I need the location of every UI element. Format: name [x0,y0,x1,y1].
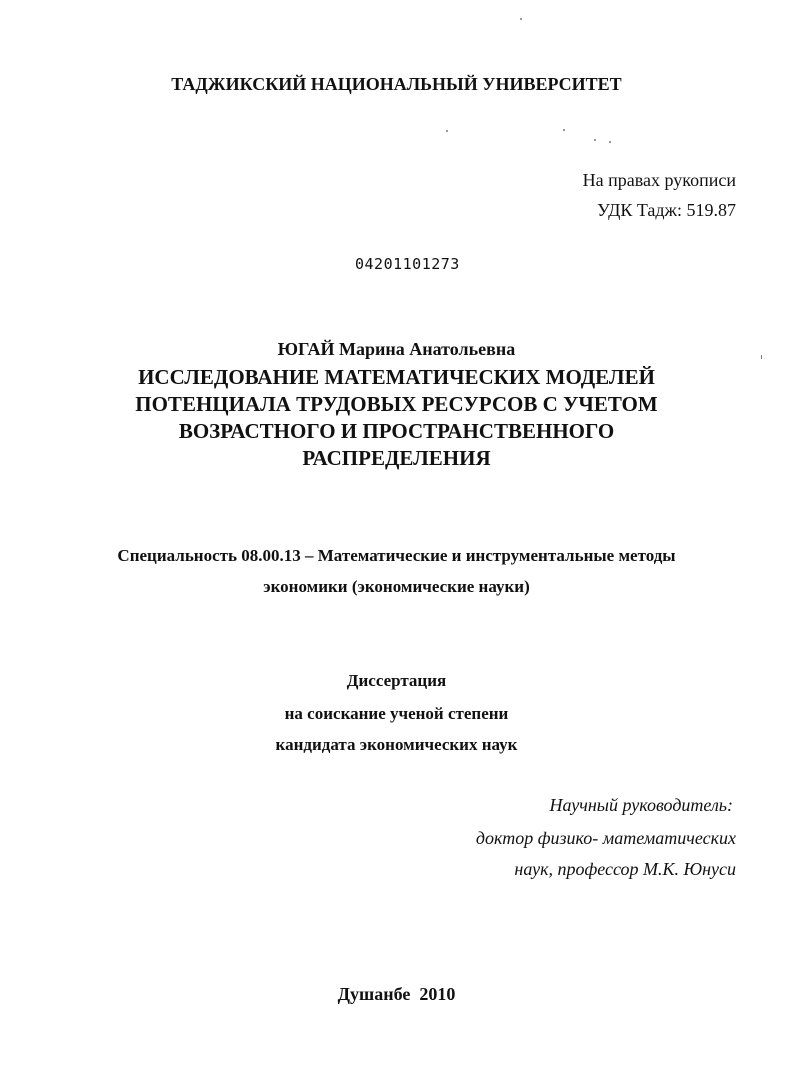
supervisor-line: доктор физико- математических [475,828,736,848]
author-name: ЮГАЙ Марина Анатольевна [277,339,516,359]
title-line: ПОТЕНЦИАЛА ТРУДОВЫХ РЕСУРСОВ С УЧЕТОМ [135,392,658,416]
supervisor-line: наук, профессор М.К. Юнуси [514,859,736,879]
degree-line: на соискание ученой степени [284,704,509,723]
supervisor-line: Научный руководитель: [549,795,733,815]
specialty-line: Специальность 08.00.13 – Математические и инструментальные методы [117,546,676,565]
university-name: ТАДЖИКСКИЙ НАЦИОНАЛЬНЫЙ УНИВЕРСИТЕТ [171,74,622,94]
title-line: РАСПРЕДЕЛЕНИЯ [302,446,491,470]
registration-number: 04201101273 [355,255,460,273]
scan-speck [594,139,596,141]
manuscript-rights-line: На правах рукописи [582,170,736,190]
title-line: ИССЛЕДОВАНИЕ МАТЕМАТИЧЕСКИХ МОДЕЛЕЙ [138,365,655,389]
degree-line: кандидата экономических наук [275,735,518,754]
scan-speck [446,130,448,132]
scan-speck [563,129,565,131]
dissertation-title [0,364,793,472]
scan-speck [609,141,611,143]
specialty-line: экономики (экономические науки) [263,577,530,596]
degree-line: Диссертация [346,671,447,690]
udc-code: УДК Тадж: 519.87 [597,200,736,220]
title-line: ВОЗРАСТНОГО И ПРОСТРАНСТВЕННОГО [178,419,615,443]
city-year: Душанбе 2010 [337,984,456,1004]
scan-speck [520,18,522,20]
